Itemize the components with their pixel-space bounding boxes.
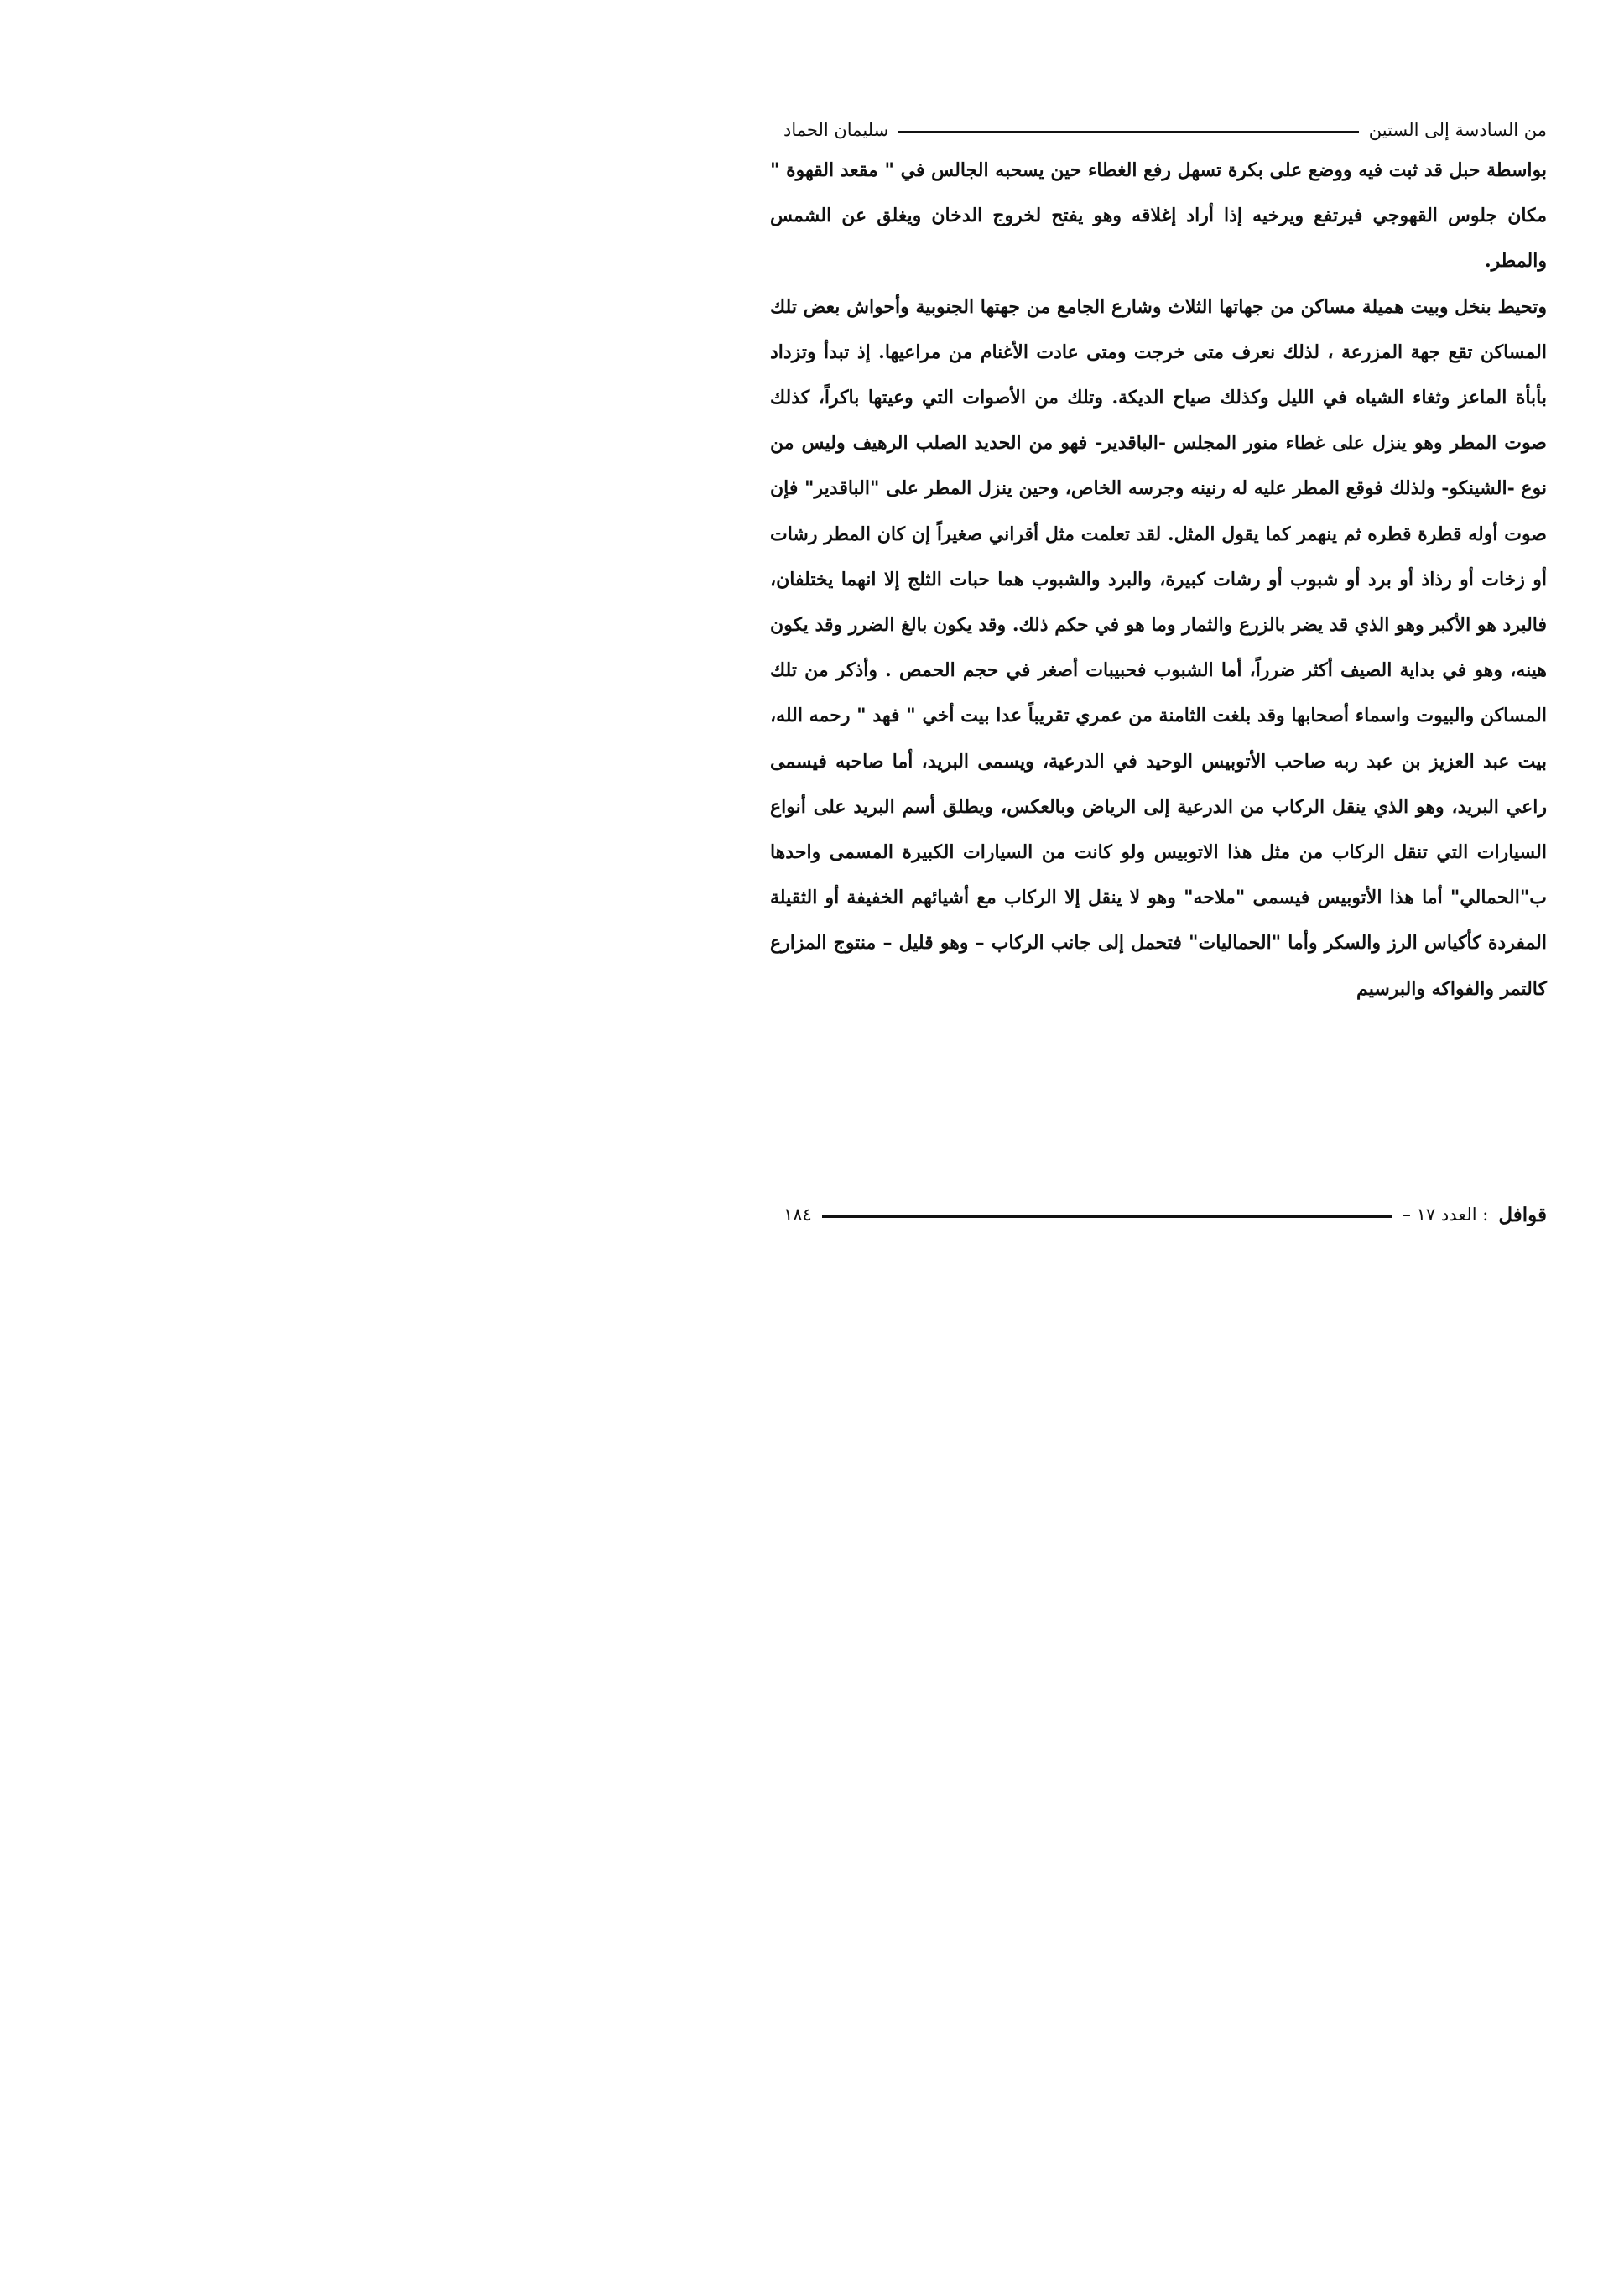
page-body <box>770 148 1547 1012</box>
journal-name: قوافل <box>1498 1203 1547 1226</box>
page-number: ١٨٤ <box>783 1205 812 1225</box>
paragraph-1: بواسطة حبل قد ثبت فيه ووضع على بكرة تسهل رفع الغطاء حين يسحبه الجالس في " مقعد القهوة " مكان جلوس القهوجي فيرتفع ويرخيه إذا أراد إغلاقه وهو يفتح لخروج الدخان ويغلق عن الشمس والمطر. <box>770 159 1547 273</box>
footer-rule <box>822 1215 1392 1218</box>
paragraph-2: وتحيط بنخل وبيت هميلة مساكن من جهاتها الثلاث وشارع الجامع من جهتها الجنوبية وأحواش بعض تلك المساكن تقع جهة المزرعة ، لذلك نعرف متى خرجت ومتى عادت الأغنام من مراعيها. إذ تبدأ وتزداد بأبأة الماعز وثغاء الشياه في الليل وكذلك صياح الديكة. وتلك من الأصوات التي وعيتها باكراً، كذلك صوت المطر وهو ينزل على غطاء منور المجلس -الباقدير- فهو من الحديد الصلب الرهيف وليس من نوع -الشينكو- ولذلك فوقع المطر عليه له رنينه وجرسه الخاص، وحين ينزل المطر على "الباقدير" فإن صوت أوله قطرة قطره ثم ينهمر كما يقول المثل. لقد تعلمت مثل أقراني صغيراً إن كان المطر رشات أو زخات أو رذاذ أو برد أو شبوب أو رشات كبيرة، والبرد والشبوب هما حبات الثلج إلا انهما يختلفان، فالبرد هو الأكبر وهو الذي قد يضر بالزرع والثمار وما هو في حكم ذلك. وقد يكون بالغ الضرر وقد يكون هينه، وهو في بداية الصيف أكثر ضرراً، أما الشبوب فحبيبات أصغر في حجم الحمص . وأذكر من تلك المساكن والبيوت واسماء أصحابها وقد بلغت الثامنة من عمري تقريباً عدا بيت أخي " فهد " رحمه الله، بيت عبد العزيز بن عبد ربه صاحب الأتوبيس الوحيد في الدرعية، ويسمى البريد، أما صاحبه فيسمى راعي البريد، وهو الذي ينقل الركاب من الدرعية إلى الرياض وبالعكس، ويطلق أسم البريد على أنواع السيارات التي تنقل الركاب من مثل هذا الاتوبيس ولو كانت من السيارات الكبيرة المسمى واحدها ب"الحمالي" أما هذا الأتوبيس فيسمى "ملاحه" وهو لا ينقل إلا الركاب مع أشيائهم الخفيفة أو الثقيلة المفردة كأكياس الرز والسكر وأما "الحماليات" فتحمل إلى جانب الركاب – وهو قليل – منتوج المزارع كالتمر والفواكه والبرسيم <box>770 295 1547 1000</box>
page-footer <box>783 1198 1547 1231</box>
book-title: من السادسة إلى الستين <box>1368 120 1547 140</box>
issue-label: : العدد ١٧ – <box>1402 1205 1489 1225</box>
running-header <box>783 116 1547 144</box>
header-rule <box>898 131 1359 133</box>
author-name: سليمان الحماد <box>783 120 889 140</box>
